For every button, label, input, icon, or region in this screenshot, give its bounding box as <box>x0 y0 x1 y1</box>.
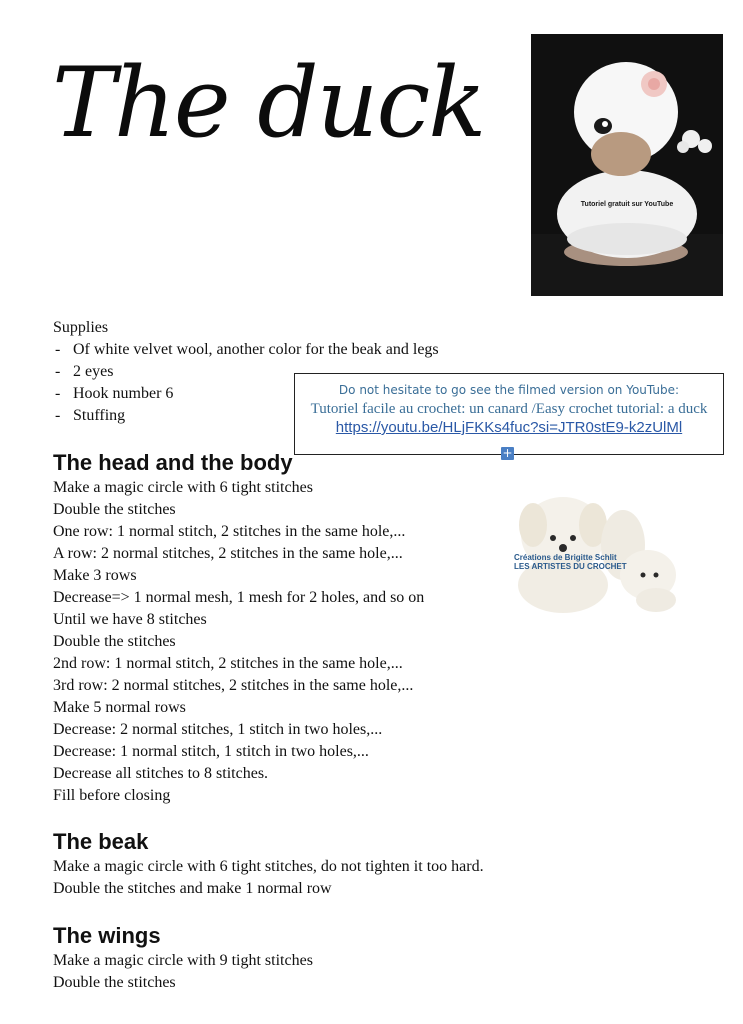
instruction-line: Double the stitches and make 1 normal row <box>53 880 332 897</box>
youtube-video-title: Tutoriel facile au crochet: un canard /Easy crochet tutorial: a duck <box>310 401 708 417</box>
supplies-item: - Stuffing <box>53 405 439 427</box>
instruction-line: 3rd row: 2 normal stitches, 2 stitches in the same hole,... <box>53 677 414 694</box>
add-icon[interactable]: + <box>502 446 513 460</box>
section-heading-beak: The beak <box>53 829 149 854</box>
supplies-item: - Hook number 6 <box>53 383 439 405</box>
instruction-line: Make 3 rows <box>53 567 137 584</box>
supplies-label: Supplies <box>53 319 109 336</box>
instruction-line: One row: 1 normal stitch, 2 stitches in the same hole,... <box>53 523 406 540</box>
dogs-caption-line: LES ARTISTES DU CROCHET <box>514 562 627 571</box>
instruction-line: Decrease all stitches to 8 stitches. <box>53 765 269 782</box>
instruction-line: Make a magic circle with 6 tight stitches, do not tighten it too hard. <box>53 858 484 875</box>
instruction-line: Decrease: 1 normal stitch, 1 stitch in two holes,... <box>53 743 369 760</box>
page-title: The duck <box>52 47 485 159</box>
instruction-line: 2nd row: 1 normal stitch, 2 stitches in the same hole,... <box>53 655 403 672</box>
section-heading-wings: The wings <box>53 923 161 948</box>
section-wings <box>53 950 313 994</box>
instruction-line: Make 5 normal rows <box>53 699 186 716</box>
duck-photo <box>531 34 723 296</box>
youtube-intro: Do not hesitate to go see the filmed version on YouTube: <box>338 383 680 397</box>
instruction-line: Make a magic circle with 9 tight stitches <box>53 952 313 969</box>
instruction-line: Fill before closing <box>53 787 171 804</box>
supplies-item: - Of white velvet wool, another color for the beak and legs <box>53 339 439 361</box>
dogs-photo <box>508 490 678 615</box>
instruction-line: A row: 2 normal stitches, 2 stitches in the same hole,... <box>53 545 403 562</box>
section-heading-head-body: The head and the body <box>53 450 293 475</box>
instruction-line: Decrease=> 1 normal mesh, 1 mesh for 2 holes, and so on <box>53 589 425 606</box>
youtube-link[interactable]: https://youtu.be/HLjFKKs4fuc?si=JTR0stE9-k2zUlMl <box>335 419 683 436</box>
dogs-caption-line: Créations de Brigitte Schlit <box>514 553 617 562</box>
section-head-body <box>53 477 424 807</box>
instruction-line: Decrease: 2 normal stitches, 1 stitch in two holes,... <box>53 721 383 738</box>
supplies-item: - 2 eyes <box>53 361 439 383</box>
section-beak <box>53 856 484 900</box>
instruction-line: Double the stitches <box>53 633 176 650</box>
duck-illustration <box>531 34 723 296</box>
instruction-line: Double the stitches <box>53 501 176 518</box>
dogs-photo-caption <box>514 553 627 571</box>
instruction-line: Double the stitches <box>53 974 176 991</box>
instruction-line: Make a magic circle with 6 tight stitches <box>53 479 313 496</box>
duck-photo-caption: Tutoriel gratuit sur YouTube <box>580 201 674 208</box>
instruction-line: Until we have 8 stitches <box>53 611 207 628</box>
youtube-link-box <box>294 373 724 455</box>
